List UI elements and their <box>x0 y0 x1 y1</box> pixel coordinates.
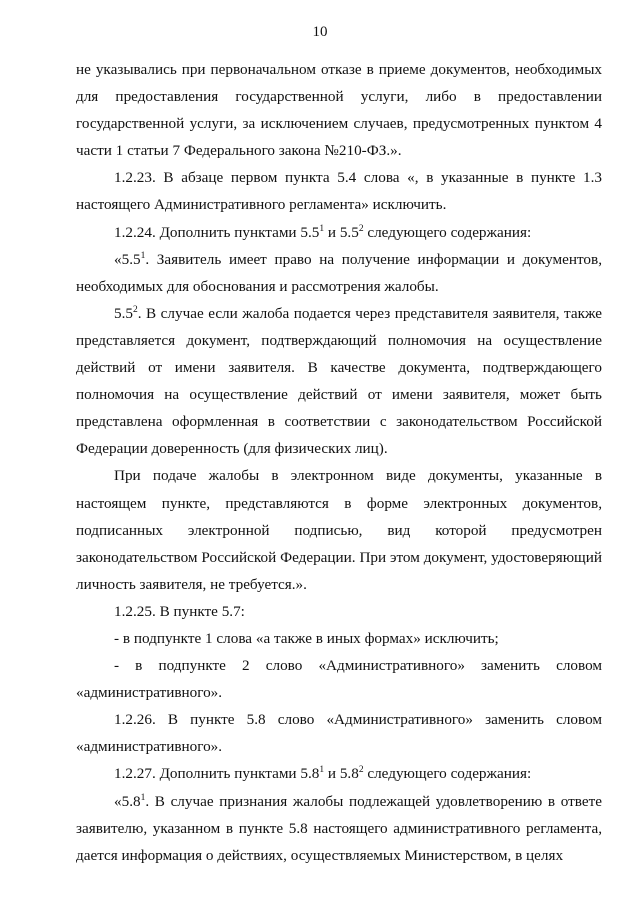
paragraph-1-2-24 <box>76 219 602 246</box>
paragraph-text: . Заявитель имеет право на получение информации и документов, необходимых для обоснования и рассмотрения жалобы. <box>76 250 602 295</box>
paragraph-1-2-27 <box>76 760 602 787</box>
paragraph-5-5-2 <box>76 300 602 463</box>
paragraph-continuation: не указывались при первоначальном отказе в приеме документов, необходимых для предоставления государственной услуги, либо в предоставлении государственной услуги, за исключением случаев, предусмотренных пунктом 4 части 1 статьи 7 Федерального закона №210-ФЗ.». <box>76 61 602 160</box>
list-item-subpoint-1: - в подпункте 1 слова «а также в иных формах» исключить; <box>114 629 499 647</box>
paragraph-text: 5.5 <box>114 304 133 322</box>
paragraph-1-2-26: 1.2.26. В пункте 5.8 слово «Административного» заменить словом «административного». <box>76 711 602 756</box>
paragraph-text: 1.2.24. Дополнить пунктами 5.5 <box>114 223 320 241</box>
superscript: 1 <box>140 792 146 803</box>
superscript: 1 <box>319 223 325 234</box>
superscript: 1 <box>319 765 325 776</box>
superscript: 2 <box>132 304 138 315</box>
paragraph-5-8-1 <box>76 788 602 869</box>
paragraph-1-2-23: 1.2.23. В абзаце первом пункта 5.4 слова «, в указанные в пункте 1.3 настоящего Административного регламента» исключить. <box>76 169 602 214</box>
paragraph-1-2-25: 1.2.25. В пункте 5.7: <box>114 602 245 620</box>
superscript: 2 <box>358 765 364 776</box>
paragraph-text: 1.2.27. Дополнить пунктами 5.8 <box>114 765 320 783</box>
superscript: 2 <box>358 223 364 234</box>
list-item-subpoint-2: - в подпункте 2 слово «Административного» заменить словом «административного». <box>76 657 602 702</box>
paragraph-text: следующего содержания: <box>363 223 532 241</box>
paragraph-text: и 5.5 <box>324 223 359 241</box>
paragraph-electronic-submission: При подаче жалобы в электронном виде документы, указанные в настоящем пункте, представляются в форме электронных документов, подписанных электронной подписью, вид которой предусмотрен законодательством Российской Федерации. При этом документ, удостоверяющий личность заявителя, не требуется.». <box>76 467 602 593</box>
paragraph-text: следующего содержания: <box>363 765 532 783</box>
paragraph-text: «5.8 <box>114 792 141 810</box>
paragraph-5-5-1 <box>76 246 602 300</box>
superscript: 1 <box>140 250 146 261</box>
paragraph-text: . В случае признания жалобы подлежащей удовлетворению в ответе заявителю, указанном в пункте 5.8 настоящего административного регламента, дается информация о действиях, осуществляемых Министерством, в целях <box>76 792 602 864</box>
paragraph-text: и 5.8 <box>324 765 359 783</box>
page-number: 10 <box>312 24 328 40</box>
document-body <box>76 56 602 869</box>
paragraph-text: «5.5 <box>114 250 141 268</box>
paragraph-text: . В случае если жалоба подается через представителя заявителя, также представляется документ, подтверждающий полномочия на осуществление действий от имени заявителя. В качестве документа, подтверждающего полномочия на осуществление действий от имени заявителя, может быть представлена оформленная в соответствии с законодательством Российской Федерации доверенность (для физических лиц). <box>76 304 602 458</box>
